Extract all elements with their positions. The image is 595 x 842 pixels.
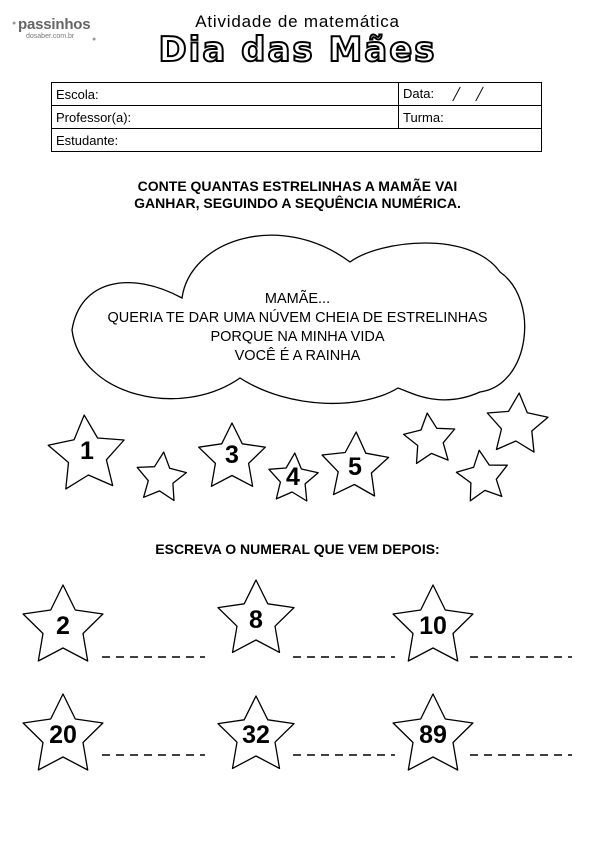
logo-dot: ●: [92, 36, 97, 43]
poem-line: MAMÃE...: [264, 291, 331, 307]
star-icon: [404, 413, 455, 463]
page-title: Dia das Mães: [158, 30, 437, 70]
activity-subtitle: Atividade de matemática: [195, 12, 400, 31]
school-label: Escola:: [56, 86, 99, 102]
exercise-number: 2: [56, 612, 70, 640]
star-number: 3: [225, 441, 239, 469]
instruction-line: CONTE QUANTAS ESTRELINHAS A MAMÃE VAI: [137, 178, 458, 194]
star-icon: [487, 393, 548, 452]
poem: [0, 290, 595, 366]
star-icon: [137, 452, 186, 500]
exercise-number: 10: [419, 612, 447, 640]
class-label: Turma:: [403, 109, 444, 125]
exercise-number: 89: [419, 721, 447, 749]
teacher-label: Professor(a):: [56, 109, 132, 125]
logo-subtext: dosaber.com.br: [26, 33, 75, 40]
poem-line: PORQUE NA MINHA VIDA: [210, 329, 385, 345]
instruction-line: GANHAR, SEGUINDO A SEQUÊNCIA NUMÉRICA.: [134, 195, 461, 211]
exercise-number: 8: [249, 606, 263, 634]
instruction-next-number: ESCREVA O NUMERAL QUE VEM DEPOIS:: [155, 541, 440, 557]
star-icon: [456, 450, 507, 501]
star-number: 4: [286, 463, 300, 491]
star-number: 1: [80, 437, 94, 465]
star-number: 5: [348, 453, 362, 481]
exercise-number: 32: [242, 721, 270, 749]
student-label: Estudante:: [56, 132, 119, 148]
poem-line: VOCÊ É A RAINHA: [234, 348, 361, 364]
logo-dot: ●: [12, 20, 17, 27]
exercise-number: 20: [49, 721, 77, 749]
date-label: Data:: [403, 85, 435, 101]
logo-text: passinhos: [18, 16, 91, 33]
poem-line: QUERIA TE DAR UMA NÚVEM CHEIA DE ESTRELINHAS: [107, 310, 488, 326]
